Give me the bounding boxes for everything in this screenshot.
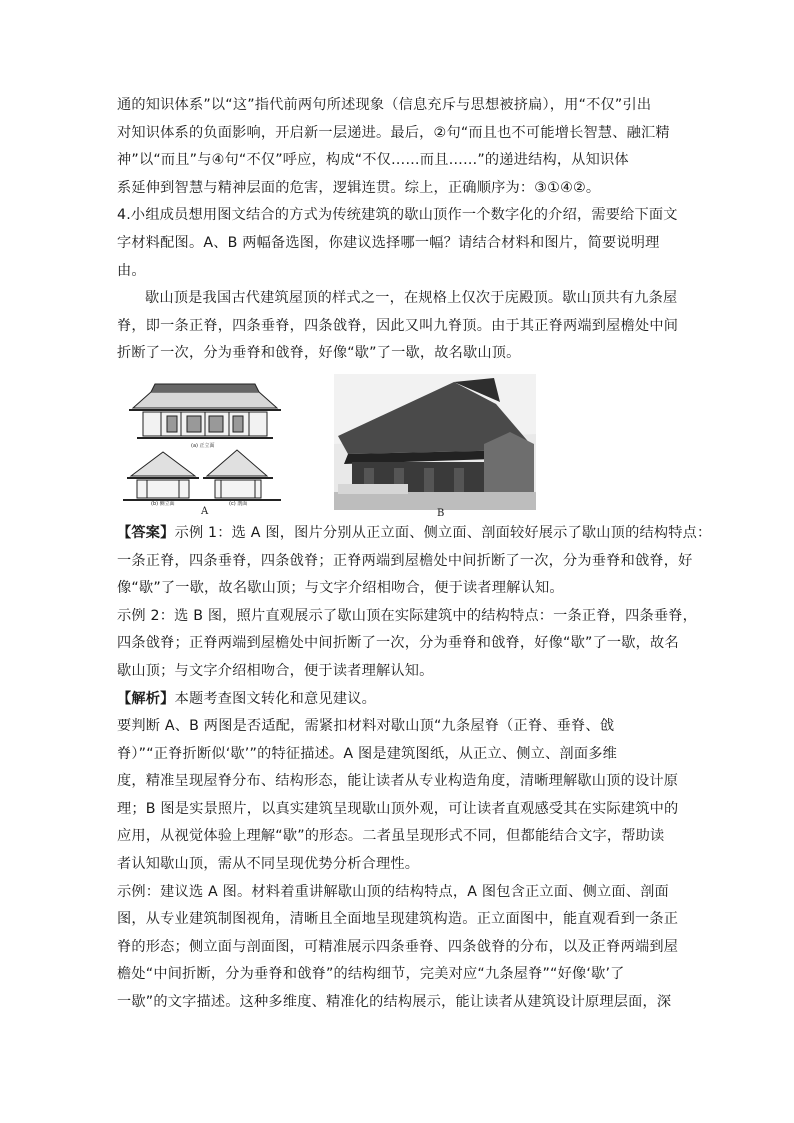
material-line: 脊，即一条正脊，四条垂脊，四条戗脊，因此又叫九脊顶。由于其正脊两端到屋檐处中间 bbox=[117, 317, 679, 334]
figures-row bbox=[117, 374, 679, 519]
question-line: 4.小组成员想用图文结合的方式为传统建筑的歇山顶作一个数字化的介绍，需要给下面文 bbox=[117, 207, 678, 224]
material-paragraph bbox=[117, 285, 679, 368]
analysis-line: 脊）”“正脊折断似‘歇’”的特征描述。A 图是建筑图纸，从正立、侧立、剖面多维 bbox=[117, 745, 617, 762]
answer-line: 四条戗脊；正脊两端到屋檐处中间折断了一次，分为垂脊和戗脊，好像“歇”了一歇，故名 bbox=[117, 635, 679, 652]
analysis-text: 本题考查图文转化和意见建议。 bbox=[174, 690, 376, 707]
figure-b-label: B bbox=[437, 507, 445, 519]
material-line: 歇山顶是我国古代建筑屋顶的样式之一，在规格上仅次于庑殿顶。歇山顶共有九条屋 bbox=[145, 290, 678, 307]
analysis-line: 脊的形态；侧立面与剖面图，可精准展示四条垂脊、四条戗脊的分布，以及正脊两端到屋 bbox=[117, 938, 679, 955]
answer-line bbox=[117, 520, 712, 548]
caption-side-elevation: (b) 侧立面 bbox=[151, 500, 175, 506]
material-line: 折断了一次，分为垂脊和戗脊，好像“歇”了一歇，故名歇山顶。 bbox=[117, 345, 521, 362]
analysis-section bbox=[117, 686, 679, 1017]
analysis-line: 应用，从视觉体验上理解“歇”的形态。二者虽呈现形式不同，但都能结合文字，帮助读 bbox=[117, 828, 665, 845]
analysis-line: 理；B 图是实景照片，以真实建筑呈现歇山顶外观，可让读者直观感受其在实际建筑中的 bbox=[117, 800, 679, 817]
analysis-line: 檐处“中间折断，分为垂脊和戗脊”的结构细节，完美对应“九条屋脊”“好像‘歇’了 bbox=[117, 966, 625, 983]
answer-section bbox=[117, 520, 712, 686]
answer-line: 歇山顶；与文字介绍相吻合，便于读者理解认知。 bbox=[117, 662, 434, 679]
answer-tag: 【答案】 bbox=[117, 524, 175, 541]
analysis-line: 要判断 A、B 两图是否适配，需紧扣材料对歇山顶“九条屋脊（正脊、垂脊、戗 bbox=[117, 718, 615, 735]
analysis-line: 示例：建议选 A 图。材料着重讲解歇山顶的结构特点，A 图包含正立面、侧立面、剖面 bbox=[117, 883, 669, 900]
answer-line: 像“歇”了一歇，故名歇山顶；与文字介绍相吻合，便于读者理解认知。 bbox=[117, 580, 564, 597]
answer-line: 示例 2：选 B 图，照片直观展示了歇山顶在实际建筑中的结构特点：一条正脊，四条垂脊， bbox=[117, 607, 698, 624]
text-line: 通的知识体系”以“这”指代前两句所述现象（信息充斥与思想被挤扁），用“不仅”引出 bbox=[117, 97, 652, 113]
document-page bbox=[117, 92, 712, 1017]
answer-text: 示例 1：选 A 图，图片分别从正立面、侧立面、剖面较好展示了歇山顶的结构特点： bbox=[174, 524, 712, 541]
analysis-tag: 【解析】 bbox=[117, 690, 175, 707]
question-line: 由。 bbox=[117, 262, 146, 279]
analysis-line: 一歇”的文字描述。这种多维度、精准化的结构展示，能让读者从建筑设计原理层面，深 bbox=[117, 994, 672, 1011]
analysis-line bbox=[117, 686, 679, 714]
figure-a-label: A bbox=[201, 505, 209, 517]
text-line: 系延伸到智慧与精神层面的危害，逻辑连贯。综上，正确顺序为：③①④②。 bbox=[117, 179, 601, 196]
question-line: 字材料配图。A、B 两幅备选图，你建议选择哪一幅？请结合材料和图片，简要说明理 bbox=[117, 234, 660, 251]
figure-a-drawings bbox=[121, 374, 289, 506]
analysis-line: 图，从专业建筑制图视角，清晰且全面地呈现建筑构造。正立面图中，能直观看到一条正 bbox=[117, 911, 679, 928]
answer-line: 一条正脊，四条垂脊，四条戗脊；正脊两端到屋檐处中间折断了一次，分为垂脊和戗脊，好 bbox=[117, 552, 693, 569]
figure-b-photo bbox=[334, 374, 536, 510]
text-line: 对知识体系的负面影响，开启新一层递进。最后，②句“而且也不可能增长智慧、融汇精 bbox=[117, 124, 670, 141]
analysis-line: 者认知歇山顶，需从不同呈现优势分析合理性。 bbox=[117, 856, 420, 873]
analysis-line: 度，精准呈现屋脊分布、结构形态，能让读者从专业构造角度，清晰理解歇山顶的设计原 bbox=[117, 773, 679, 790]
text-line: 神”以“而且”与④句“不仅”呼应，构成“不仅……而且……”的递进结构，从知识体 bbox=[117, 152, 629, 169]
caption-front-elevation: (a) 正立面 bbox=[191, 442, 215, 449]
previous-answer-text bbox=[117, 92, 679, 285]
caption-section: (c) 剖面 bbox=[229, 500, 248, 506]
